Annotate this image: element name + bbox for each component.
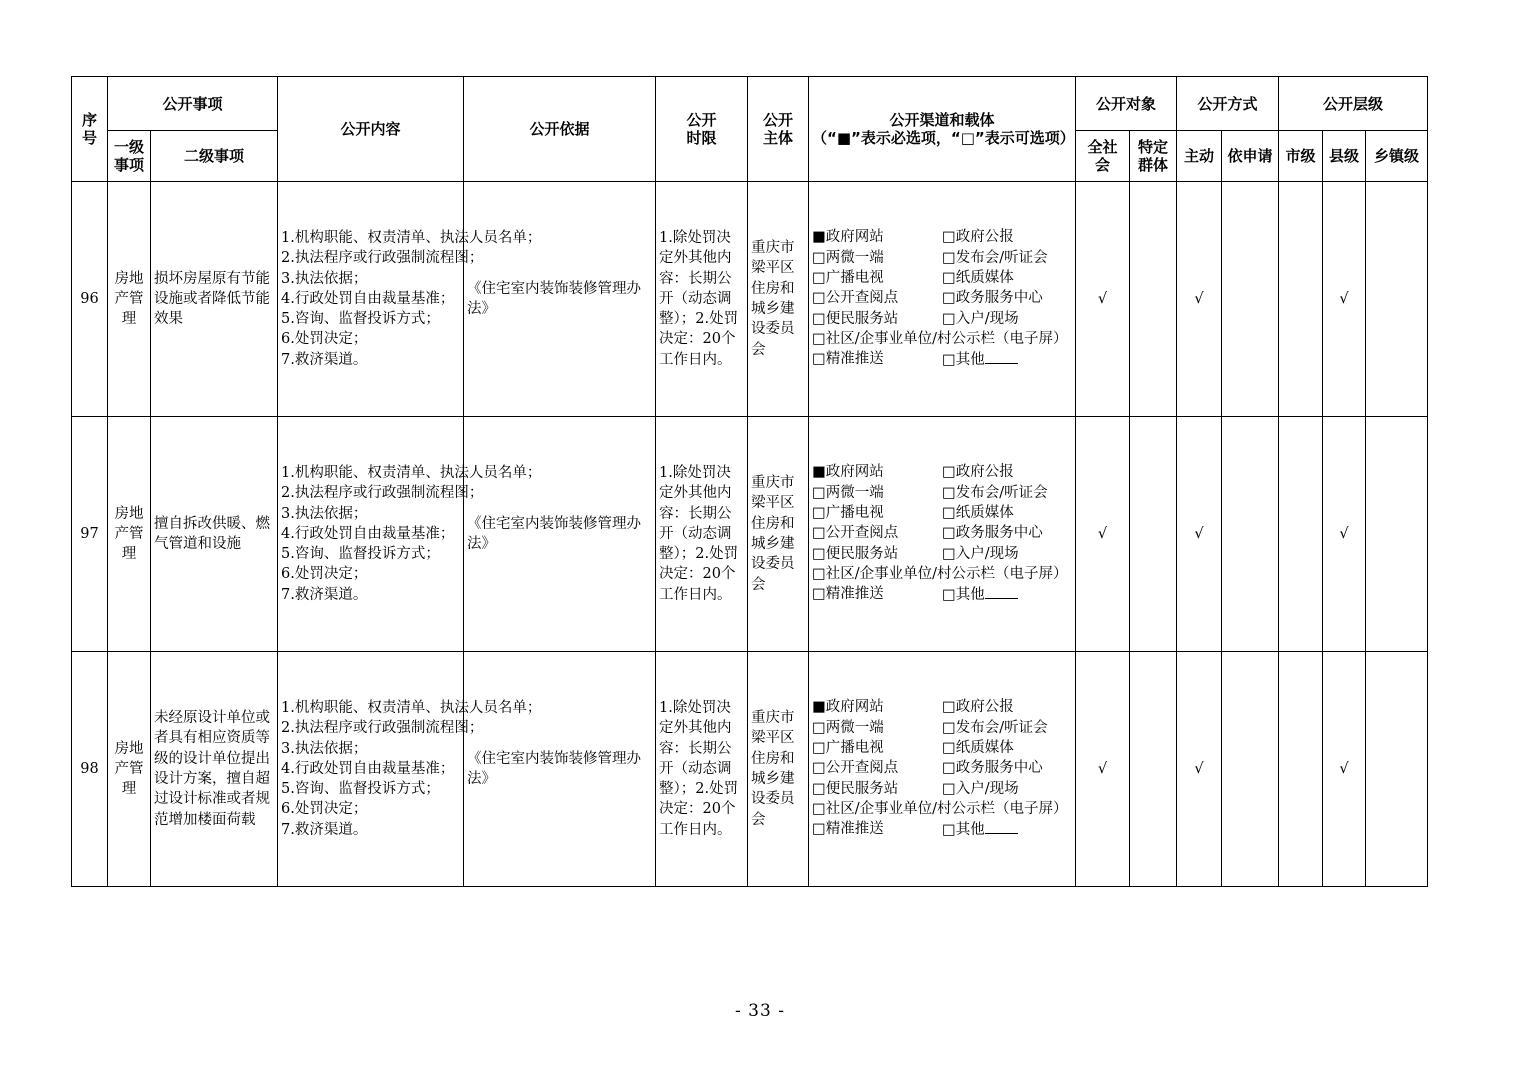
content-line: 5.咨询、监督投诉方式；: [281, 781, 440, 798]
row-channels: [809, 417, 1076, 652]
channel-option: □精准推送: [812, 586, 884, 603]
content-line: 4.行政处罚自由裁量基准；: [281, 525, 455, 542]
content-line: 1.机构职能、权责清单、执法人员名单；: [281, 229, 542, 246]
channel-option: □入户/现场: [942, 310, 1019, 327]
channel-option: □政府公报: [942, 699, 1014, 716]
channel-option: □广播电视: [812, 740, 884, 757]
channel-line: [812, 503, 1072, 523]
row-target-all: √: [1076, 652, 1130, 887]
channel-option: □政务服务中心: [942, 525, 1043, 542]
header-target-specific: 特定群体: [1130, 131, 1177, 182]
channel-other-label: □其他: [942, 587, 985, 604]
row-layer-city: [1279, 417, 1323, 652]
row-basis: 《住宅室内装饰装修管理办法》: [464, 417, 656, 652]
row-level1: 房地产管理: [108, 182, 151, 417]
channel-option: ■政府网站: [812, 699, 884, 716]
channel-line: [812, 268, 1072, 288]
header-target-all: 全社会: [1076, 131, 1130, 182]
channel-line: [812, 584, 1072, 605]
row-subject: 重庆市梁平区住房和城乡建设委员会: [748, 182, 809, 417]
channel-option: □政府公报: [942, 464, 1014, 481]
row-mode-apply: [1222, 182, 1279, 417]
channel-option-long: □社区/企事业单位/村公示栏（电子屏）: [812, 330, 1068, 347]
channel-option-other: [942, 584, 1018, 605]
row-level1: 房地产管理: [108, 652, 151, 887]
header-channel-note: （“■”表示必选项，“□”表示可选项）: [812, 129, 1075, 147]
channel-line: [812, 819, 1072, 840]
channel-line: [812, 544, 1072, 564]
content-line: 7.救济渠道。: [281, 351, 368, 368]
channel-option: □公开查阅点: [812, 290, 899, 307]
content-line: 2.执法程序或行政强制流程图；: [281, 720, 484, 737]
channel-line: [812, 248, 1072, 268]
header-channel-title: 公开渠道和载体: [889, 111, 995, 129]
row-target-specific: [1130, 417, 1177, 652]
row-number: 98: [72, 652, 108, 887]
header-mode-apply: 依申请: [1222, 131, 1279, 182]
row-mode-apply: [1222, 417, 1279, 652]
channel-option: ■政府网站: [812, 464, 884, 481]
row-layer-city: [1279, 652, 1323, 887]
row-basis: 《住宅室内装饰装修管理办法》: [464, 652, 656, 887]
channel-option: □广播电视: [812, 505, 884, 522]
header-basis: 公开依据: [464, 77, 656, 182]
channel-line: [812, 718, 1072, 738]
content-line: 6.处罚决定；: [281, 801, 368, 818]
channel-option: □广播电视: [812, 270, 884, 287]
content-line: 7.救济渠道。: [281, 821, 368, 838]
channel-option: □两微一端: [812, 719, 884, 736]
row-number: 96: [72, 182, 108, 417]
content-line: 2.执法程序或行政强制流程图；: [281, 250, 484, 267]
channel-line: [812, 523, 1072, 543]
channel-option: ■政府网站: [812, 229, 884, 246]
header-layer: 公开层级: [1279, 77, 1428, 131]
channel-option-other: [942, 819, 1018, 840]
content-line: 7.救济渠道。: [281, 586, 368, 603]
content-line: 5.咨询、监督投诉方式；: [281, 311, 440, 328]
channel-option: □两微一端: [812, 249, 884, 266]
channel-line: [812, 758, 1072, 778]
content-line: 4.行政处罚自由裁量基准；: [281, 760, 455, 777]
channel-option-other: [942, 349, 1018, 370]
row-number: 97: [72, 417, 108, 652]
channel-option: □政务服务中心: [942, 760, 1043, 777]
channel-option: □发布会/听证会: [942, 249, 1048, 266]
channel-line: [812, 697, 1072, 717]
row-level2: 未经原设计单位或者具有相应资质等级的设计单位提出设计方案，擅自超过设计标准或者规范增加楼面荷载: [151, 652, 278, 887]
header-level2: 二级事项: [151, 131, 278, 182]
row-level1: 房地产管理: [108, 417, 151, 652]
channel-line: [812, 288, 1072, 308]
channel-option: □便民服务站: [812, 310, 899, 327]
row-layer-county: √: [1323, 182, 1366, 417]
channel-line: [812, 309, 1072, 329]
header-layer-city: 市级: [1279, 131, 1323, 182]
content-line: 3.执法依据；: [281, 505, 368, 522]
channel-option: □纸质媒体: [942, 270, 1014, 287]
channel-option: □两微一端: [812, 484, 884, 501]
row-subject: 重庆市梁平区住房和城乡建设委员会: [748, 652, 809, 887]
row-layer-county: √: [1323, 417, 1366, 652]
channel-option: □便民服务站: [812, 780, 899, 797]
channel-option-long: □社区/企事业单位/村公示栏（电子屏）: [812, 565, 1068, 582]
channel-option: □政务服务中心: [942, 290, 1043, 307]
row-content: [278, 652, 542, 887]
row-mode-active: √: [1177, 182, 1222, 417]
channel-line: [812, 738, 1072, 758]
row-layer-county: √: [1323, 652, 1366, 887]
content-line: 6.处罚决定；: [281, 566, 368, 583]
channel-option: □发布会/听证会: [942, 719, 1048, 736]
content-line: 3.执法依据；: [281, 270, 368, 287]
content-line: 5.咨询、监督投诉方式；: [281, 546, 440, 563]
row-target-specific: [1130, 652, 1177, 887]
channel-option: □发布会/听证会: [942, 484, 1048, 501]
header-subject: 公开主体: [748, 77, 809, 182]
row-level2: 擅自拆改供暖、燃气管道和设施: [151, 417, 278, 652]
content-line: 4.行政处罚自由裁量基准；: [281, 290, 455, 307]
channel-option: □纸质媒体: [942, 740, 1014, 757]
header-mode: 公开方式: [1177, 77, 1279, 131]
channel-option: □政府公报: [942, 229, 1014, 246]
channel-line: [812, 462, 1072, 482]
row-channels: [809, 652, 1076, 887]
header-target: 公开对象: [1076, 77, 1177, 131]
channel-line: [812, 349, 1072, 370]
content-line: 6.处罚决定；: [281, 331, 368, 348]
channel-option: □入户/现场: [942, 545, 1019, 562]
content-line: 3.执法依据；: [281, 740, 368, 757]
header-time-limit: 公开时限: [656, 77, 748, 182]
header-layer-town: 乡镇级: [1366, 131, 1428, 182]
row-layer-town: [1366, 652, 1428, 887]
row-time-limit: 1.除处罚决定外其他内容：长期公开（动态调整）；2.处罚决定：20个工作日内。: [656, 652, 748, 887]
table-row: [72, 417, 1428, 652]
row-time-limit: 1.除处罚决定外其他内容：长期公开（动态调整）；2.处罚决定：20个工作日内。: [656, 417, 748, 652]
table-row: [72, 182, 1428, 417]
row-target-all: √: [1076, 417, 1130, 652]
header-channel: [809, 77, 1076, 182]
table-row: [72, 652, 1428, 887]
row-target-all: √: [1076, 182, 1130, 417]
disclosure-table: [71, 76, 1428, 887]
row-subject: 重庆市梁平区住房和城乡建设委员会: [748, 417, 809, 652]
channel-other-label: □其他: [942, 352, 985, 369]
channel-option: □入户/现场: [942, 780, 1019, 797]
row-content: [278, 182, 542, 417]
content-line: 1.机构职能、权责清单、执法人员名单；: [281, 464, 542, 481]
channel-option: □公开查阅点: [812, 760, 899, 777]
header-layer-county: 县级: [1323, 131, 1366, 182]
header-item: 公开事项: [108, 77, 278, 131]
row-time-limit: 1.除处罚决定外其他内容：长期公开（动态调整）；2.处罚决定：20个工作日内。: [656, 182, 748, 417]
content-line: 2.执法程序或行政强制流程图；: [281, 485, 484, 502]
channel-option: □精准推送: [812, 821, 884, 838]
fill-blank: [985, 819, 1018, 834]
row-layer-city: [1279, 182, 1323, 417]
channel-option: □公开查阅点: [812, 525, 899, 542]
row-channels: [809, 182, 1076, 417]
channel-option: □精准推送: [812, 351, 884, 368]
row-level2: 损坏房屋原有节能设施或者降低节能效果: [151, 182, 278, 417]
header-content: 公开内容: [278, 77, 464, 182]
channel-line: [812, 227, 1072, 247]
row-content: [278, 417, 542, 652]
fill-blank: [985, 349, 1018, 364]
fill-blank: [985, 584, 1018, 599]
row-layer-town: [1366, 182, 1428, 417]
channel-option-long: □社区/企事业单位/村公示栏（电子屏）: [812, 800, 1068, 817]
channel-line: [812, 779, 1072, 799]
row-basis: 《住宅室内装饰装修管理办法》: [464, 182, 656, 417]
channel-other-label: □其他: [942, 822, 985, 839]
header-level1: 一级事项: [108, 131, 151, 182]
row-target-specific: [1130, 182, 1177, 417]
content-line: 1.机构职能、权责清单、执法人员名单；: [281, 699, 542, 716]
channel-line: [812, 483, 1072, 503]
row-mode-active: √: [1177, 652, 1222, 887]
page-number: - 33 -: [735, 1001, 785, 1021]
header-mode-active: 主动: [1177, 131, 1222, 182]
row-mode-apply: [1222, 652, 1279, 887]
row-mode-active: √: [1177, 417, 1222, 652]
row-layer-town: [1366, 417, 1428, 652]
channel-option: □便民服务站: [812, 545, 899, 562]
channel-option: □纸质媒体: [942, 505, 1014, 522]
header-seq: 序号: [72, 77, 108, 182]
